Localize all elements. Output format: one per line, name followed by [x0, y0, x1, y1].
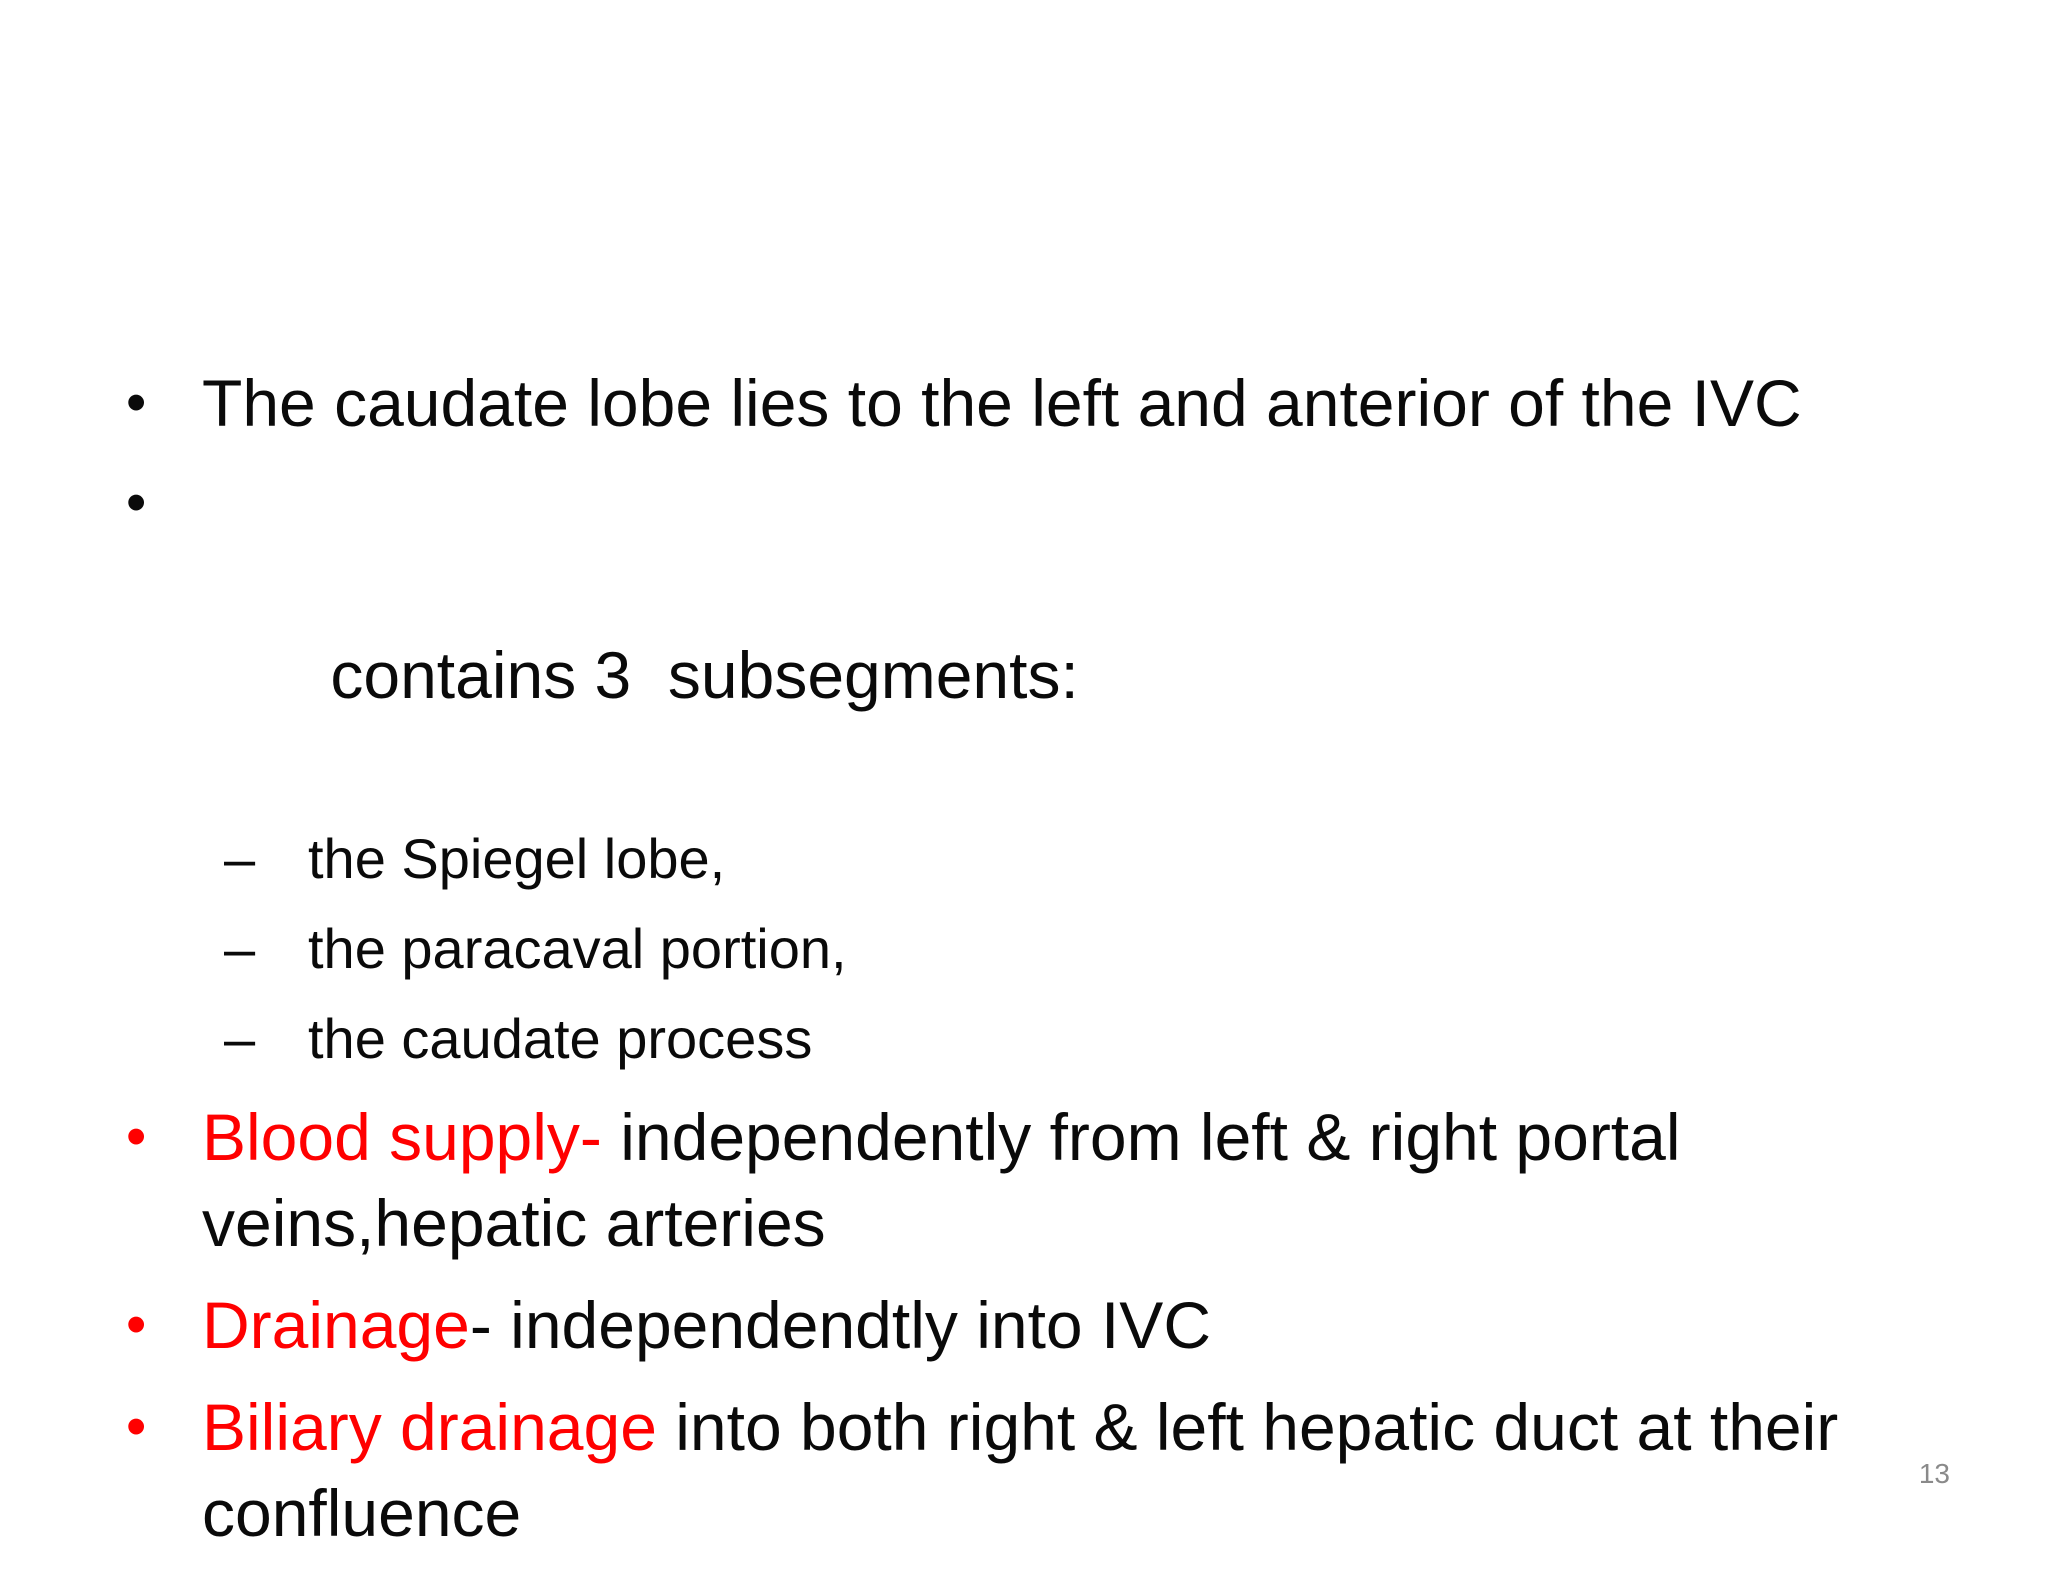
bullet-text: independently from left & right portal veins,hepatic arteries [202, 1100, 1681, 1260]
highlight-term: Biliary drainage [202, 1390, 657, 1464]
subsegment-text: the caudate process [308, 1007, 813, 1070]
bullet-marker: • [126, 1292, 147, 1357]
subsegment-item [120, 904, 1960, 994]
bullet-marker: • [126, 370, 147, 435]
highlight-term: Drainage [202, 1288, 470, 1362]
bullet-marker: • [126, 1104, 147, 1169]
subsegment-list [120, 814, 1960, 1084]
bullet-drainage [120, 1282, 1960, 1368]
dash-marker: – [224, 1007, 256, 1070]
page-number: 13 [1918, 1458, 1950, 1489]
highlight-term: Blood supply- [202, 1100, 602, 1174]
bullet-biliary-drainage [120, 1384, 1960, 1556]
bullet-marker: • [126, 470, 147, 535]
subsegment-text: the Spiegel lobe, [308, 827, 726, 890]
dash-marker: – [224, 917, 256, 980]
bullet-text: contains 3 subsegments: [312, 638, 1079, 712]
bullet-text: The caudate lobe lies to the left and anterior of the IVC [202, 366, 1802, 440]
bullet-text: - independendtly into IVC [469, 1288, 1211, 1362]
subsegment-item [120, 814, 1960, 904]
subsegment-item [120, 994, 1960, 1084]
bullet-caudate-lobe-location [120, 360, 1960, 446]
bullet-text: into both right & left hepatic duct at their confluence [202, 1390, 1839, 1550]
bullet-marker: • [126, 1394, 147, 1459]
slide-body [120, 360, 1960, 1572]
bullet-blood-supply [120, 1094, 1960, 1266]
subsegment-text: the paracaval portion, [308, 917, 847, 980]
dash-marker: – [224, 827, 256, 890]
bullet-subsegments [120, 460, 1960, 804]
